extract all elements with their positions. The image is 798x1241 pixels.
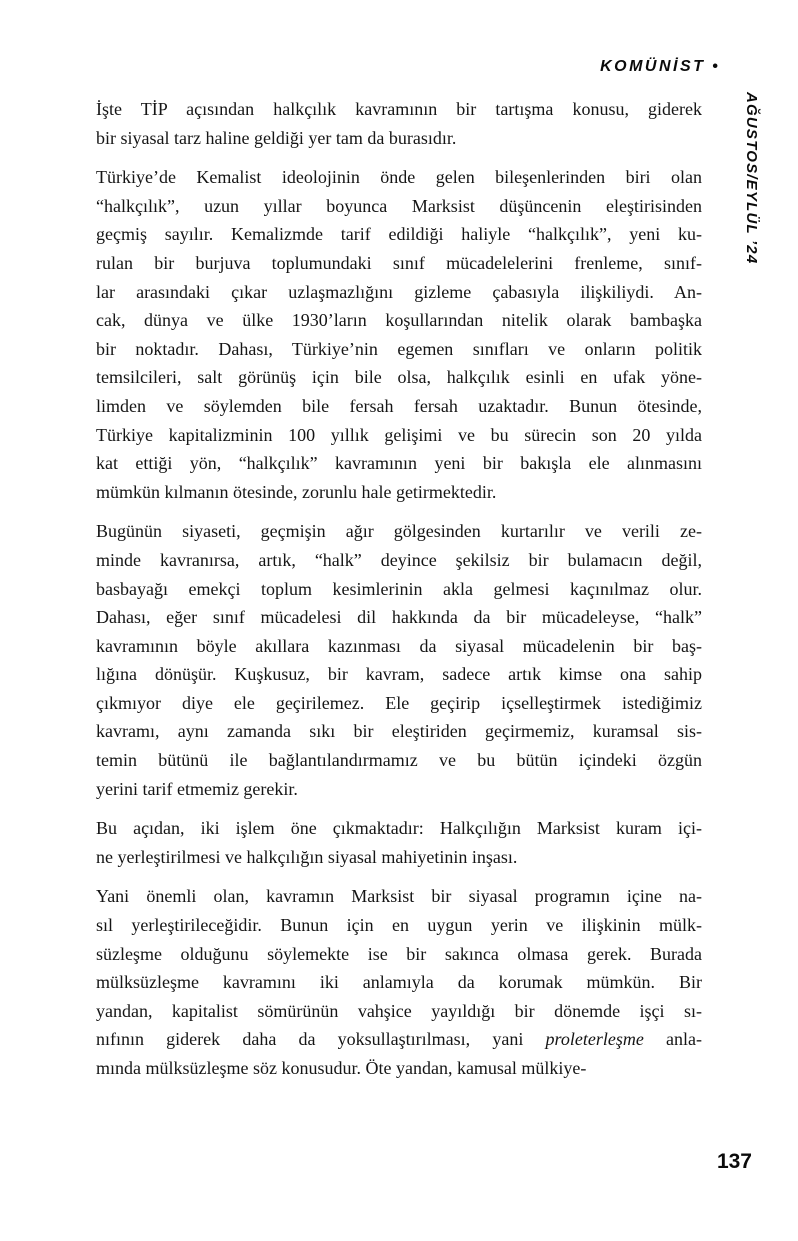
text-line: süzleşme olduğunu söylemekte ise bir sakınca olmasa gerek. Burada: [96, 943, 702, 964]
text-line: yandan, kapitalist sömürünün vahşice yayıldığı bir dönemde işçi sı-: [96, 1000, 702, 1021]
text-line: “halkçılık”, uzun yıllar boyunca Marksist düşüncenin eleştirisinden: [96, 195, 702, 216]
magazine-title: KOMÜNİST: [600, 58, 706, 75]
text-line: çıkmıyor diye ele geçirilemez. Ele geçirip içselleştirmek istediğimiz: [96, 692, 702, 713]
text-line: kavramı, aynı zamanda sıkı bir eleştiriden geçirmemiz, kuramsal sis-: [96, 721, 702, 742]
text-line: Yani önemli olan, kavramın Marksist bir siyasal programın içine na-: [96, 886, 702, 907]
paragraph: [96, 163, 702, 506]
text-line: kavramının böyle akıllara kazınması da siyasal mücadelenin bir baş-: [96, 635, 702, 656]
text-line: mında mülksüzleşme söz konusudur. Öte yandan, kamusal mülkiye-: [96, 1058, 587, 1078]
text-line: bir siyasal tarz haline geldiği yer tam da burasıdır.: [96, 127, 457, 148]
header-bullet-icon: •: [712, 58, 718, 75]
text-line: Dahası, eğer sınıf mücadelesi dil hakkında da bir mücadeleyse, “halk”: [96, 607, 702, 628]
text-line: cak, dünya ve ülke 1930’ların koşullarından nitelik olarak bambaşka: [96, 310, 702, 331]
text-line: limden ve söylemden bile fersah fersah uzaktadır. Bunun ötesinde,: [96, 395, 702, 416]
text-line: ne yerleştirilmesi ve halkçılığın siyasal mahiyetinin inşası.: [96, 846, 518, 867]
text-line: basbayağı emekçi toplum kesimlerinin akla gelmesi kaçınılmaz olur.: [96, 578, 702, 599]
emphasized-text: proleterleşme: [545, 1029, 644, 1050]
text-line: lığına dönüşür. Kuşkusuz, bir kavram, sadece artık kimse ona sahip: [96, 664, 702, 685]
text-line: rulan bir burjuva toplumundaki sınıf mücadelelerini frenleme, sınıf-: [96, 252, 702, 273]
text-line: mülksüzleşme kavramını iki anlamıyla da korumak mümkün. Bir: [96, 972, 702, 993]
text-line: kat ettiği yön, “halkçılık” kavramının yeni bir bakışla ele alınmasını: [96, 453, 702, 474]
text-line: minde kavranırsa, artık, “halk” deyince şekilsiz bir bulamacın değil,: [96, 549, 702, 570]
text-line: Bugünün siyaseti, geçmişin ağır gölgesinden kurtarılır ve verili ze-: [96, 521, 702, 542]
paragraph: [96, 517, 702, 803]
text-line: İşte TİP açısından halkçılık kavramının bir tartışma konusu, giderek: [96, 99, 702, 119]
text-segment: nıfının giderek daha da yoksullaştırılması, yani: [96, 1029, 546, 1050]
text-line: Türkiye’de Kemalist ideolojinin önde gelen bileşenlerinden biri olan: [96, 167, 702, 188]
text-line: bir noktadır. Dahası, Türkiye’nin egemen sınıfları ve onların politik: [96, 338, 702, 359]
text-line: [96, 1025, 702, 1054]
page-header: [600, 58, 718, 76]
paragraph: [96, 882, 702, 1082]
text-line: yerini tarif etmemiz gerekir.: [96, 778, 298, 799]
text-line: Türkiye kapitalizminin 100 yıllık gelişimi ve bu sürecin son 20 yılda: [96, 424, 702, 445]
text-line: temin bütünü ile bağlantılandırmamız ve bu bütün içindeki özgün: [96, 750, 702, 771]
page-number: 137: [716, 1150, 752, 1173]
text-line: temsilcileri, salt görünüş için bile olsa, halkçılık esinli en ufak yöne-: [96, 367, 702, 388]
text-line: mümkün kılmanın ötesinde, zorunlu hale getirmektedir.: [96, 481, 497, 502]
text-line: sıl yerleştirileceğidir. Bunun için en uygun yerin ve ilişkinin mülk-: [96, 915, 702, 936]
text-line: Bu açıdan, iki işlem öne çıkmaktadır: Halkçılığın Marksist kuram içi-: [96, 818, 702, 839]
article-body: [96, 95, 702, 1094]
text-line: geçmiş sayılır. Kemalizmde tarif edildiği haliyle “halkçılık”, yeni ku-: [96, 224, 702, 245]
paragraph: [96, 814, 702, 871]
issue-date-vertical: AĞUSTOS/EYLÜL ’24: [743, 92, 760, 265]
text-segment: anla-: [643, 1029, 702, 1050]
text-line: lar arasındaki çıkar uzlaşmazlığını gizleme çabasıyla ilişkiliydi. An-: [96, 281, 702, 302]
paragraph: [96, 95, 702, 152]
